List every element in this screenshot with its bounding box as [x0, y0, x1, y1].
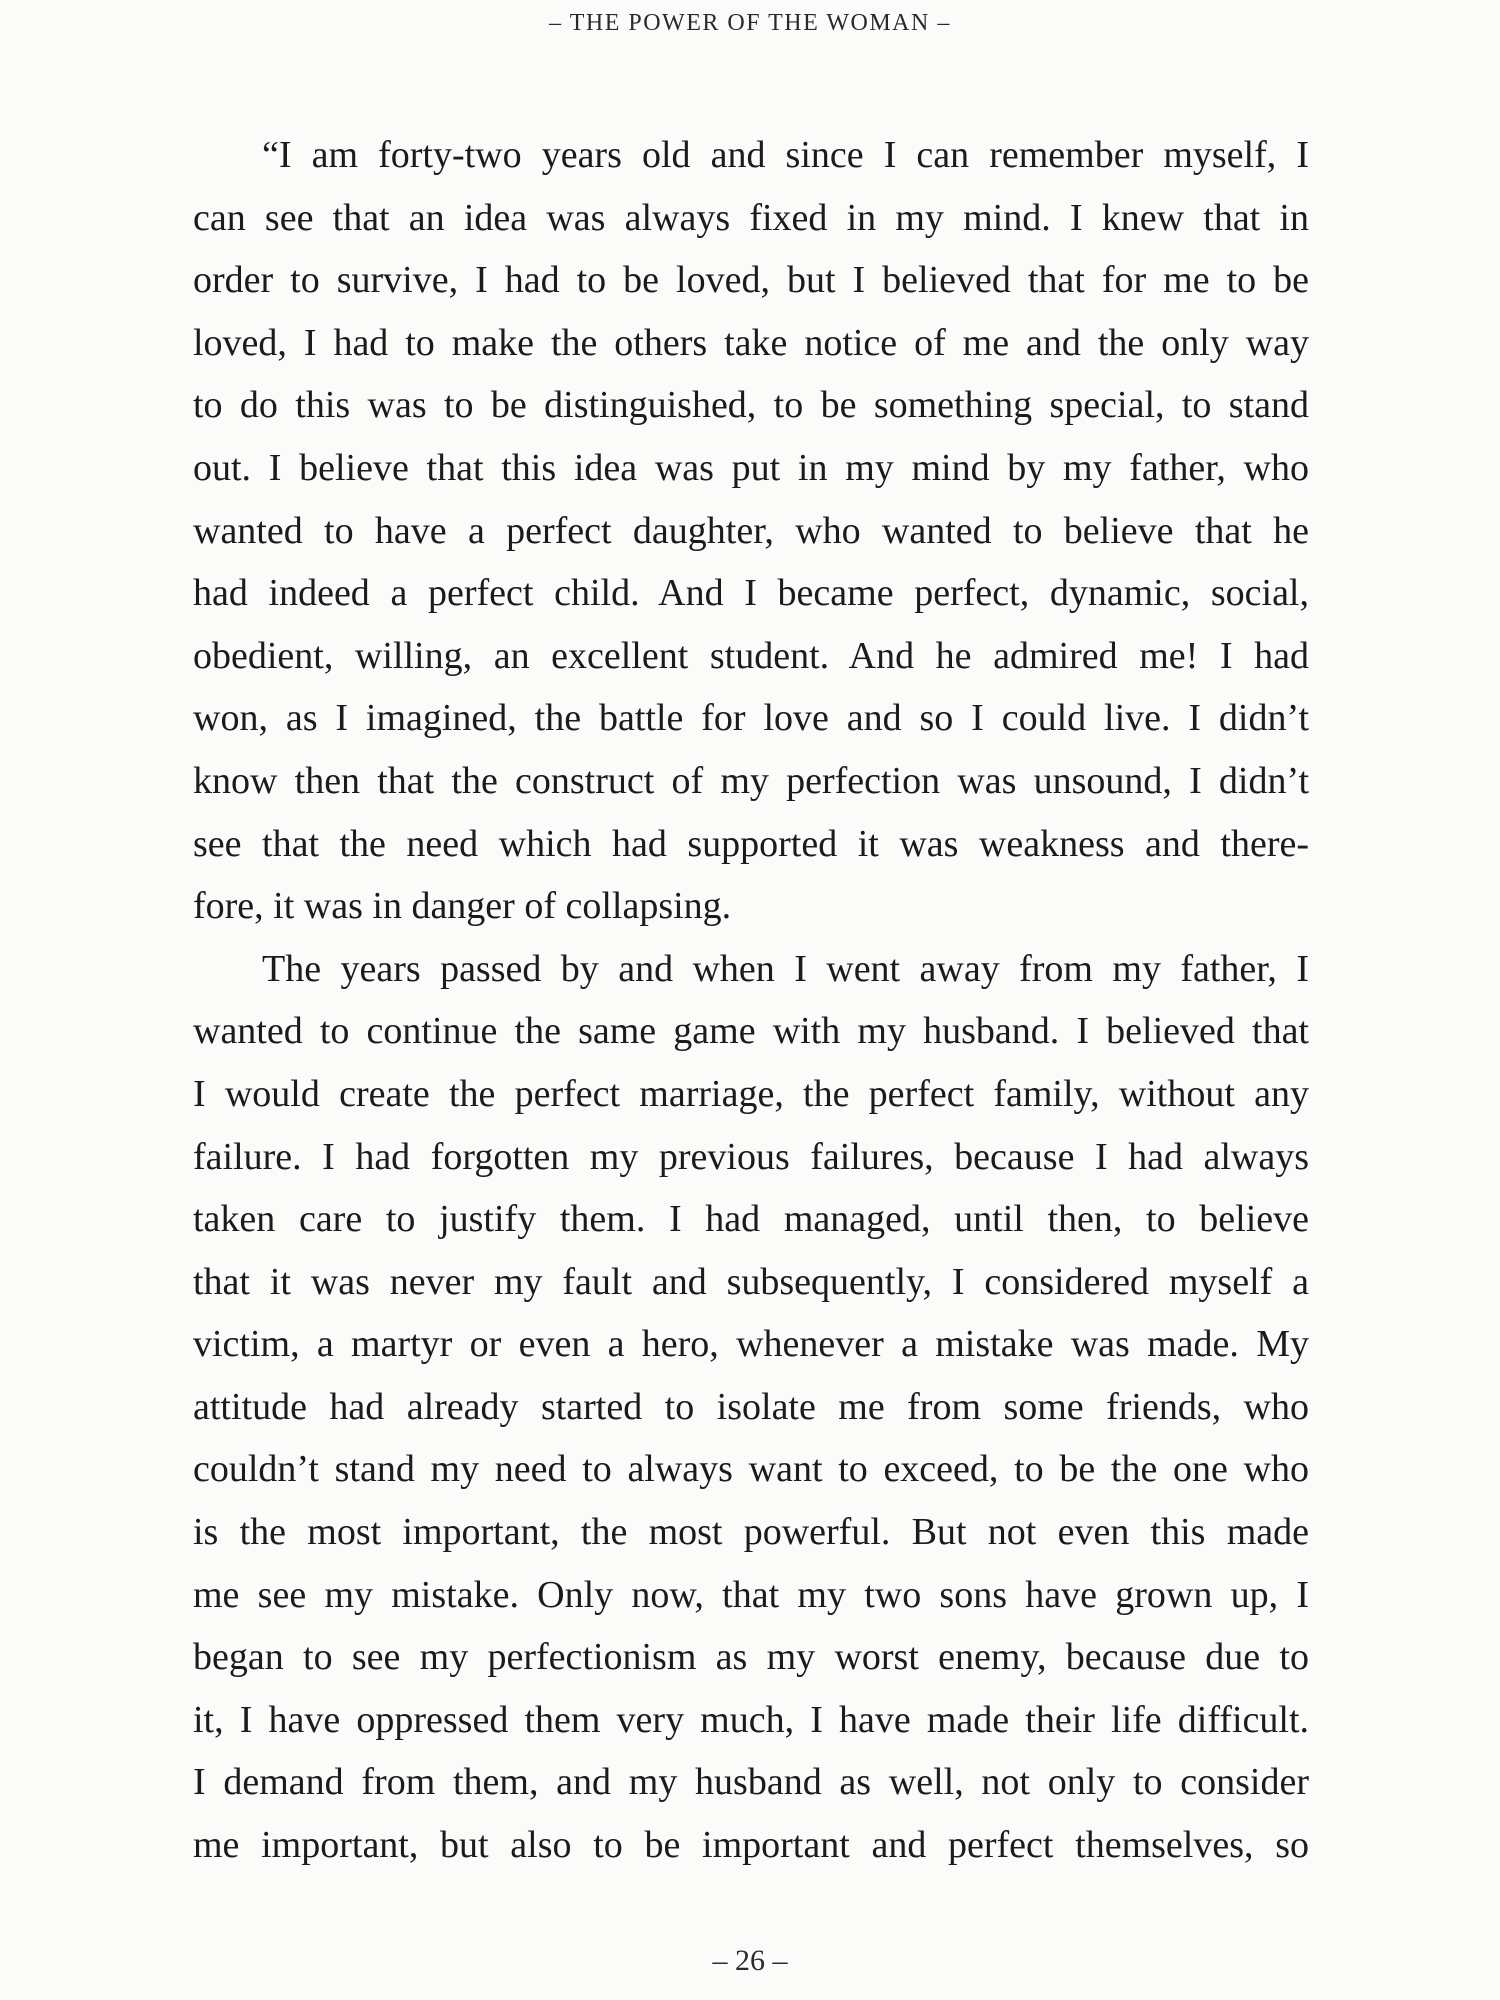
text-line: to do this was to be distinguished, to be something special, to stand	[193, 384, 1309, 427]
text-line: out. I believe that this idea was put in my mind by my father, who	[193, 446, 1309, 489]
text-line: “I am forty-two years old and since I can remember myself, I	[262, 134, 1309, 176]
text-line: fore, it was in danger of collapsing.	[193, 885, 732, 928]
text-line: know then that the construct of my perfection was unsound, I didn’t	[193, 759, 1309, 802]
text-line: couldn’t stand my need to always want to exceed, to be the one who	[193, 1448, 1309, 1491]
paragraph-2	[193, 938, 1309, 1877]
body-text	[193, 124, 1309, 1877]
text-line: see that the need which had supported it was weakness and there-	[193, 822, 1309, 865]
text-line: is the most important, the most powerful. But not even this made	[193, 1511, 1309, 1554]
text-line: obedient, willing, an excellent student. And he admired me! I had	[193, 634, 1309, 677]
text-line: that it was never my fault and subsequently, I considered myself a	[193, 1260, 1309, 1303]
text-line: attitude had already started to isolate me from some friends, who	[193, 1385, 1309, 1428]
text-line: can see that an idea was always fixed in my mind. I knew that in	[193, 196, 1309, 239]
text-line: I would create the perfect marriage, the perfect family, without any	[193, 1072, 1309, 1115]
text-line: order to survive, I had to be loved, but I believed that for me to be	[193, 259, 1309, 302]
text-line: failure. I had forgotten my previous failures, because I had always	[193, 1135, 1309, 1178]
text-line: wanted to continue the same game with my husband. I believed that	[193, 1010, 1309, 1053]
running-head: – THE POWER OF THE WOMAN –	[549, 10, 951, 36]
page-number: – 26 –	[712, 1944, 788, 1977]
text-line: The years passed by and when I went away from my father, I	[262, 947, 1309, 990]
text-line: it, I have oppressed them very much, I have made their life difficult.	[193, 1698, 1309, 1741]
paragraph-1	[193, 124, 1309, 938]
text-line: won, as I imagined, the battle for love and so I could live. I didn’t	[193, 697, 1309, 740]
text-line: taken care to justify them. I had managed, until then, to believe	[193, 1198, 1309, 1241]
text-line: me see my mistake. Only now, that my two sons have grown up, I	[193, 1573, 1309, 1616]
text-line: loved, I had to make the others take notice of me and the only way	[193, 321, 1309, 364]
text-line: victim, a martyr or even a hero, whenever a mistake was made. My	[193, 1323, 1309, 1366]
text-line: me important, but also to be important and perfect themselves, so	[193, 1824, 1309, 1867]
text-line: wanted to have a perfect daughter, who wanted to believe that he	[193, 509, 1309, 552]
text-line: began to see my perfectionism as my worst enemy, because due to	[193, 1636, 1309, 1679]
text-line: had indeed a perfect child. And I became perfect, dynamic, social,	[193, 572, 1309, 615]
text-line: I demand from them, and my husband as well, not only to consider	[193, 1761, 1309, 1804]
